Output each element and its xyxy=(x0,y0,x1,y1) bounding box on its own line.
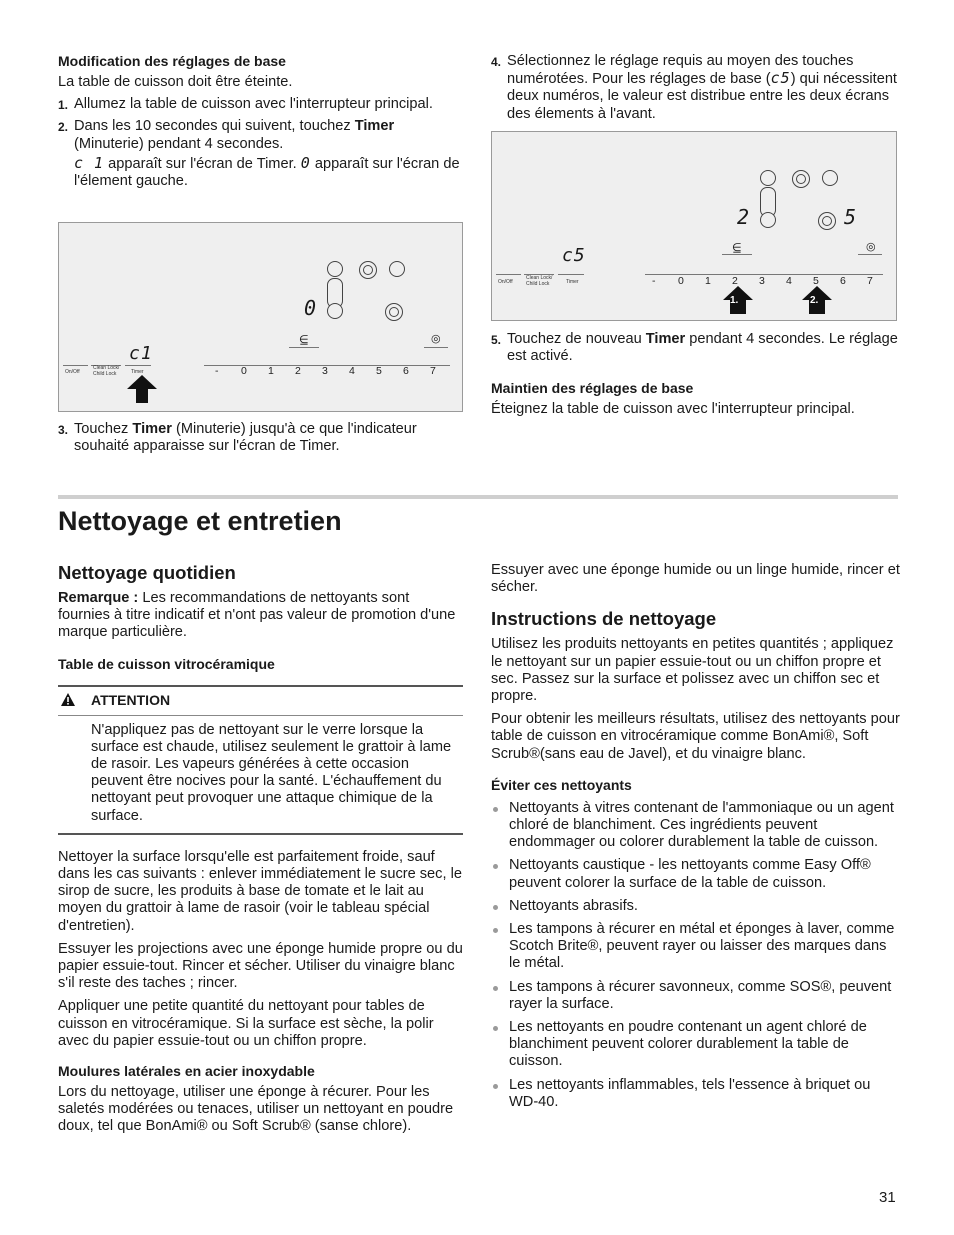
avoid-heading: Éviter ces nettoyants xyxy=(491,776,632,793)
child-lock-key: Child Lock xyxy=(526,281,550,287)
timer-display: c1 xyxy=(129,343,153,364)
divider xyxy=(558,274,584,275)
step-2-display-note xyxy=(58,155,463,190)
cooktop-control-panel-illustration-2 xyxy=(491,131,897,321)
zone-display-left: 2 xyxy=(737,205,751,229)
section-title: Nettoyage et entretien xyxy=(58,506,342,536)
bullet-icon xyxy=(493,1084,498,1089)
digit-0: 0 xyxy=(241,365,247,377)
step-text: (Minuterie) jusqu'à ce que l'indicateur souhaité apparaisse sur l'écran de Timer. xyxy=(74,421,417,455)
list-item xyxy=(491,1077,901,1111)
list-item-text: Les nettoyants inflammables, tels l'essence à briquet ou WD-40. xyxy=(509,1076,871,1110)
step-text: Allumez la table de cuisson avec l'interrupteur principal. xyxy=(74,96,433,113)
clean-lock-key: Clean Lock/ xyxy=(526,275,553,281)
digit-1: 1 xyxy=(268,365,274,377)
list-item xyxy=(491,857,901,891)
step-number: 1. xyxy=(58,98,69,113)
display-symbol-c5: c5 xyxy=(770,69,791,88)
digit-6: 6 xyxy=(840,275,846,287)
divider xyxy=(424,347,448,348)
bullet-icon xyxy=(493,864,498,869)
cooktop-control-panel-illustration xyxy=(58,222,463,412)
step-5 xyxy=(491,331,901,365)
step-text: apparaît sur l'écran de Timer. xyxy=(104,155,301,172)
zone-dual-ring-icon xyxy=(359,261,377,279)
digit-5: 5 xyxy=(376,365,382,377)
warning-triangle-icon xyxy=(61,693,75,706)
remark xyxy=(58,590,463,642)
divider xyxy=(858,254,882,255)
remark-text: Les recommandations de nettoyants sont fournies à titre indicatif et n'ont pas valeur de promotion d'une marque particulière. xyxy=(58,590,456,641)
digit-3: 3 xyxy=(759,275,765,287)
cleaning-para-3: Appliquer une petite quantité du nettoyant pour tables de cuisson en vitrocéramique. Si la surface est sèche, la polir avec du papier essuie-tout ou un chiffon propre. xyxy=(58,998,434,1049)
timer-keyword: Timer xyxy=(354,118,395,135)
step-text: Sélectionnez le réglage requis au moyen des touches numérotées. Pour les réglages de base ( xyxy=(507,53,854,88)
list-item-text: Nettoyants abrasifs. xyxy=(509,897,638,914)
step-text: apparaît sur l'écran de l'élement gauche. xyxy=(74,155,460,190)
list-item xyxy=(491,800,901,852)
digit-6: 6 xyxy=(403,365,409,377)
digit-2: 2 xyxy=(295,365,301,377)
zone-display-right: 5 xyxy=(844,205,858,229)
list-item-text: Nettoyants caustique - les nettoyants comme Easy Off® peuvent colorer la surface de la table de cuisson. xyxy=(509,857,871,891)
digit-7: 7 xyxy=(867,275,873,287)
step-text: Touchez xyxy=(74,421,133,437)
instructions-para-1: Utilisez les produits nettoyants en petites quantités ; appliquez le nettoyant sur un papier essuie-tout ou un chiffon propre et sec. Passez sur la surface et polissez avec un chiffon sec et propre. xyxy=(491,636,894,705)
bullet-icon xyxy=(493,905,498,910)
divider xyxy=(722,254,752,255)
cleaning-para-1: Nettoyer la surface lorsqu'elle est parfaitement froide, sauf dans les cas suivants : enlever immédiatement le sucre sec, le sirop de sucre, les produits à base de tomate et le lait au moyen du grattoir à lame de rasoir (voir le tableau spécial d'entretien). xyxy=(58,848,462,934)
zone-ring-icon xyxy=(760,212,776,228)
timer-keyword: Timer xyxy=(132,421,172,437)
step-text: (Minuterie) pendant 4 secondes. xyxy=(74,135,284,152)
step-3 xyxy=(58,421,463,455)
on-off-key: On/Off xyxy=(498,279,513,285)
digit-scale xyxy=(209,365,449,381)
instructions-heading: Instructions de nettoyage xyxy=(491,608,717,630)
step-1 xyxy=(58,96,463,113)
digit-3: 3 xyxy=(322,365,328,377)
steel-text: Lors du nettoyage, utiliser une éponge à récurer. Pour les saletés modérées ou tenaces, utiliser un nettoyant en poudre doux, tel que BonAmi® ou Soft Scrub® (sanse chlore). xyxy=(58,1084,454,1135)
timer-keyword: Timer xyxy=(645,331,686,347)
step-number: 3. xyxy=(58,423,69,437)
attention-header xyxy=(58,687,463,716)
avoid-list xyxy=(491,800,901,1111)
steel-heading: Moulures latérales en acier inoxydable xyxy=(58,1063,315,1080)
zone-ring-icon xyxy=(327,303,343,319)
zone-dual-ring-icon xyxy=(792,170,810,188)
divider xyxy=(289,347,319,348)
bridge-key-icon: ⋸ xyxy=(299,334,309,346)
list-item-text: Les nettoyants en poudre contenant un agent chloré de blanchiment peuvent colorer durablement la table de cuisson. xyxy=(509,1019,867,1070)
list-item-text: Les tampons à récurer en métal et éponges à laver, comme Scotch Brite®, peuvent rayer ou laisser des marques dans le métal. xyxy=(509,921,895,972)
bullet-icon xyxy=(493,986,498,991)
child-lock-key: Child Lock xyxy=(93,371,117,377)
step-3-body xyxy=(58,421,463,455)
bullet-icon xyxy=(493,928,498,933)
step-2 xyxy=(58,118,463,152)
digit-5: 5 xyxy=(813,275,819,287)
cleaning-para-2: Essuyer les projections avec une éponge humide propre ou du papier essuie-tout. Rincer et sécher. Utiliser du vinaigre blanc s'il reste des taches ; rincer. xyxy=(58,940,463,992)
display-symbol-c1: c 1 xyxy=(74,153,105,172)
step-number: 4. xyxy=(491,55,502,69)
digit-minus: - xyxy=(652,275,656,287)
divider xyxy=(125,365,151,366)
digit-scale xyxy=(650,275,890,291)
right-intro: Essuyer avec une éponge humide ou un linge humide, rincer et sécher. xyxy=(491,562,900,596)
ceramic-heading: Table de cuisson vitrocéramique xyxy=(58,655,275,672)
digit-4: 4 xyxy=(349,365,355,377)
list-item-text: Les tampons à récurer savonneux, comme SOS®, peuvent rayer la surface. xyxy=(509,978,892,1012)
digit-minus: - xyxy=(215,365,219,377)
digit-4: 4 xyxy=(786,275,792,287)
timer-display: c5 xyxy=(562,245,586,266)
digit-2: 2 xyxy=(732,275,738,287)
arrow-1-label: 1. xyxy=(730,295,739,306)
list-item-text: Nettoyants à vitres contenant de l'ammoniaque ou un agent chloré de blanchiment. Ces ingrédients peuvent endommager ou colorer durablement la table de cuisson. xyxy=(509,799,894,851)
divider xyxy=(63,365,88,366)
zone-ring-icon xyxy=(760,170,776,186)
basic-settings-heading: Modification des réglages de base xyxy=(58,53,286,69)
on-off-key: On/Off xyxy=(65,369,80,375)
zone-dual-ring-icon xyxy=(818,212,836,230)
digit-7: 7 xyxy=(430,365,436,377)
basic-settings-section xyxy=(58,53,463,190)
digit-0: 0 xyxy=(678,275,684,287)
step-4-body xyxy=(491,53,901,123)
list-item xyxy=(491,1019,901,1071)
bridge-key-icon: ⋸ xyxy=(732,242,742,254)
step-number: 2. xyxy=(58,120,69,135)
arrow-2-label: 2. xyxy=(810,295,819,306)
zone-display: 0 xyxy=(304,296,318,320)
attention-box xyxy=(58,685,463,835)
page-number: 31 xyxy=(879,1189,896,1206)
step-text: ) qui nécessitent deux numéros, le valeur est distribue entre les deux écrans des élements à l'avant. xyxy=(507,71,897,122)
clean-lock-key: Clean Lock/ xyxy=(93,365,120,371)
zone-ring-icon xyxy=(822,170,838,186)
bullet-icon xyxy=(493,1026,498,1031)
remark-label: Remarque : xyxy=(58,590,139,606)
attention-label: ATTENTION xyxy=(91,691,171,708)
step-number: 5. xyxy=(491,333,502,347)
zone-ring-icon xyxy=(327,261,343,277)
maintain-text: Éteignez la table de cuisson avec l'interrupteur principal. xyxy=(491,401,855,418)
cleaning-instructions-section xyxy=(491,562,901,1117)
dual-zone-key-icon: ◎ xyxy=(866,241,876,253)
step-4 xyxy=(491,53,901,123)
digit-1: 1 xyxy=(705,275,711,287)
list-item xyxy=(491,921,901,973)
attention-icon-glyph xyxy=(61,690,62,691)
list-item xyxy=(491,898,901,915)
zone-dual-ring-icon xyxy=(385,303,403,321)
bullet-icon xyxy=(493,807,498,812)
step-text: Dans les 10 secondes qui suivent, touchez xyxy=(74,118,355,135)
step-text: Touchez de nouveau xyxy=(507,331,646,347)
step-5-section xyxy=(491,331,901,419)
daily-cleaning-section xyxy=(58,562,463,1136)
list-item xyxy=(491,979,901,1013)
dual-zone-key-icon: ◎ xyxy=(431,333,441,345)
instructions-para-2: Pour obtenir les meilleurs résultats, utilisez des nettoyants pour table de cuisson en vitrocéramique comme BonAmi®, Soft Scrub®(sans eau de Javel), et du vinaigre blanc. xyxy=(491,711,900,762)
attention-text: N'appliquez pas de nettoyant sur le verre lorsque la surface est chaude, utilisez seulement le grattoir à lame de rasoir. Les vapeurs générées à cette occasion peuvent être nocives pour la santé. L'échauffement du nettoyant peut provoquer une attaque chimique de la surface. xyxy=(91,721,452,824)
pointer-arrow-icon xyxy=(127,375,157,403)
display-symbol-0: 0 xyxy=(300,153,311,172)
step-text: pendant 4 secondes. Le réglage est activé. xyxy=(507,331,898,365)
maintain-heading: Maintien des réglages de base xyxy=(491,380,694,397)
section-divider xyxy=(58,495,898,499)
daily-cleaning-heading: Nettoyage quotidien xyxy=(58,562,236,583)
zone-ring-icon xyxy=(389,261,405,277)
timer-key: Timer xyxy=(566,279,579,285)
divider xyxy=(496,274,521,275)
basic-settings-intro: La table de cuisson doit être éteinte. xyxy=(58,74,293,90)
timer-key: Timer xyxy=(131,369,144,375)
